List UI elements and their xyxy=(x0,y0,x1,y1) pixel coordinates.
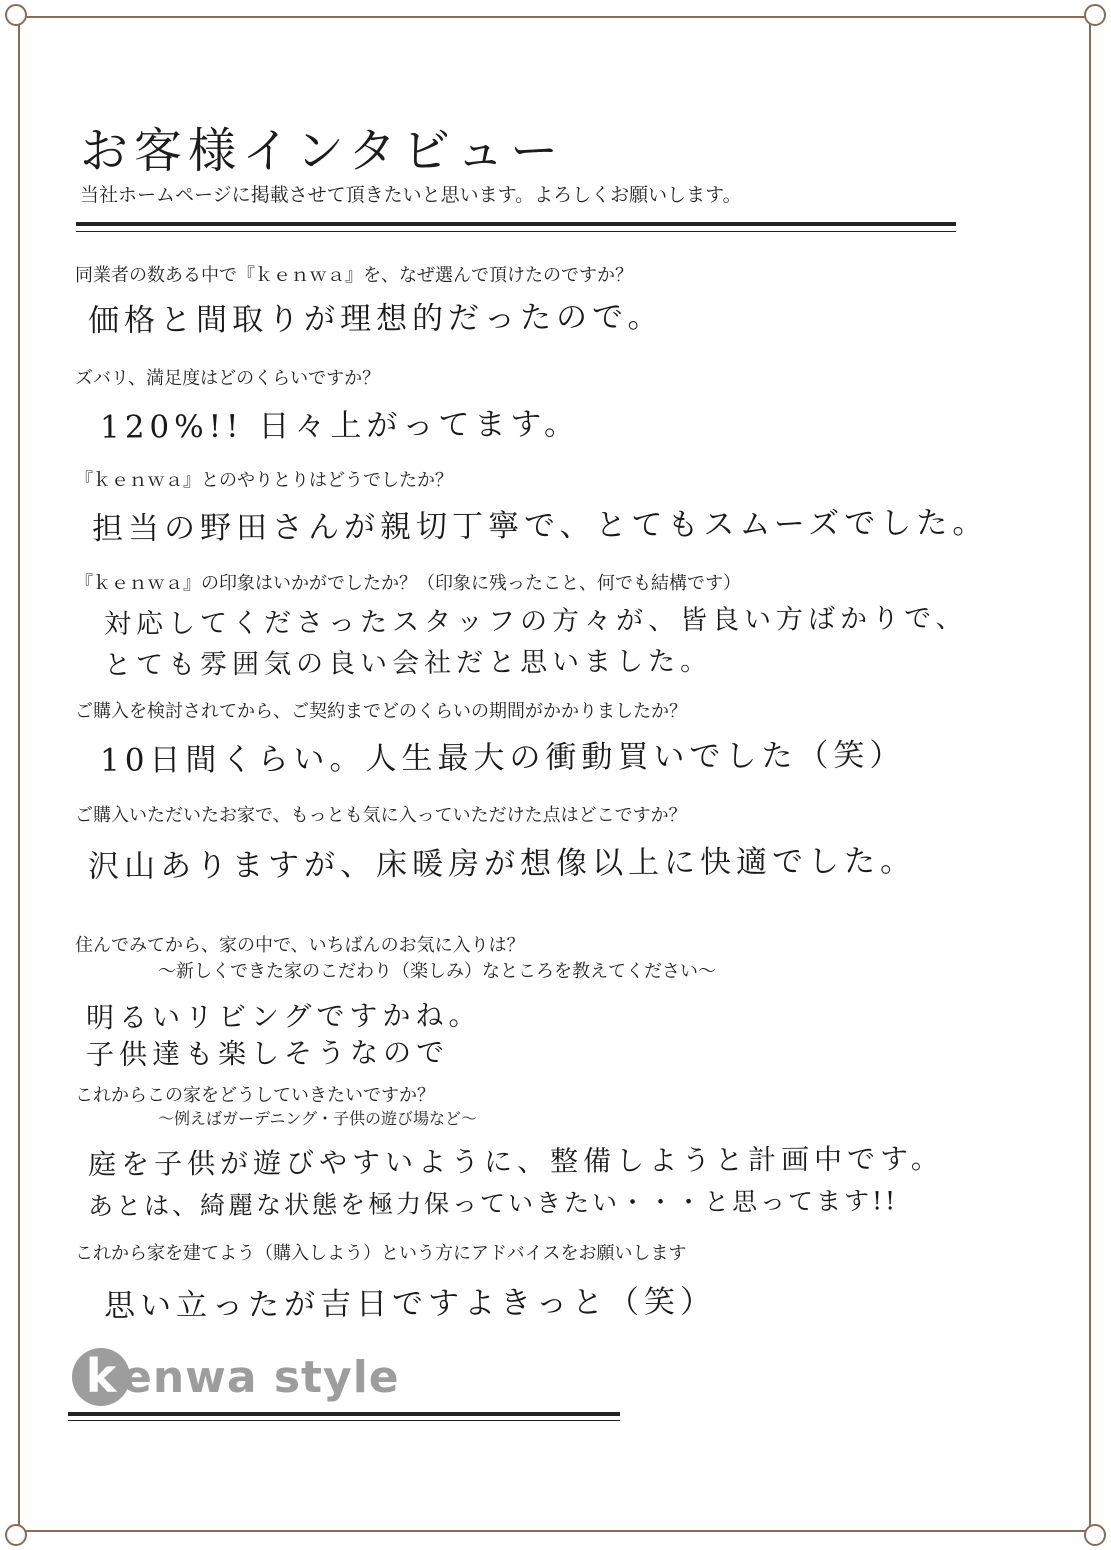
frame-corner-ornament xyxy=(1084,4,1106,26)
frame-corner-ornament xyxy=(5,1524,27,1546)
question-2: ズバリ、満足度はどのくらいですか？ xyxy=(75,368,381,389)
question-3: 『ｋｅｎｗａ』とのやりとりはどうでしたか？ xyxy=(75,470,453,491)
answer-4-line-1: 対応してくださったスタッフの方々が、皆良い方ばかりで、 xyxy=(103,602,968,641)
answer-7-line-1: 明るいリビングですかね。 xyxy=(85,998,482,1035)
answer-7-line-2: 子供達も楽しそうなので xyxy=(85,1035,450,1072)
question-5: ご購入を検討されてから、ご契約までどのくらいの期間がかかりましたか？ xyxy=(75,701,687,722)
header-divider xyxy=(76,222,956,226)
question-6: ご購入いただいたお家で、もっとも気に入っていただけた点はどこですか？ xyxy=(75,805,687,826)
answer-1-line-1: 価格と間取りが理想的だったので。 xyxy=(87,298,664,340)
answer-2-line-1: 120%!! 日々上がってます。 xyxy=(99,406,581,446)
question-4: 『ｋｅｎｗａ』の印象はいかがでしたか？（印象に残ったこと、何でも結構です） xyxy=(75,573,741,594)
answer-6-line-1: 沢山ありますが、床暖房が想像以上に快適でした。 xyxy=(87,843,917,885)
page-subtitle: 当社ホームページに掲載させて頂きたいと思います。よろしくお願いします。 xyxy=(80,184,742,206)
logo-wordmark: enwa style xyxy=(122,1351,400,1403)
question-7: 住んでみてから、家の中で、いちばんのお気に入りは？ xyxy=(75,935,525,956)
question-9: これから家を建てよう（購入しよう）という方にアドバイスをお願いします xyxy=(75,1243,687,1264)
answer-4-line-2: とても雰囲気の良い会社だと思いました。 xyxy=(103,645,713,682)
question-8-sub: ～例えばガーデニング・子供の遊び場など～ xyxy=(158,1109,478,1128)
page-title: お客様インタビュー xyxy=(80,123,565,179)
question-8: これからこの家をどうしていきたいですか？ xyxy=(75,1085,435,1106)
header-divider-thin xyxy=(76,231,956,232)
kenwa-style-logo xyxy=(72,1346,400,1408)
answer-3-line-1: 担当の野田さんが親切丁寧で、とてもスムーズでした。 xyxy=(91,504,989,548)
footer-divider-thin xyxy=(68,1420,620,1421)
answer-8-line-2: あとは、綺麗な状態を極力保っていきたい・・・と思ってます!! xyxy=(87,1186,899,1221)
answer-9-line-1: 思い立ったが吉日ですよきっと（笑） xyxy=(103,1283,717,1325)
answer-5-line-1: 10日間くらい。人生最大の衝動買いでした（笑） xyxy=(99,737,906,779)
question-1: 同業者の数ある中で『ｋｅｎｗａ』を、なぜ選んで頂けたのですか？ xyxy=(75,265,633,286)
footer-divider xyxy=(68,1412,620,1416)
question-7-sub: ～新しくできた家のこだわり（楽しみ）なところを教えてください～ xyxy=(158,961,716,982)
logo-mark: k xyxy=(72,1348,130,1406)
answer-8-line-1: 庭を子供が遊びやすいように、整備しようと計画中です。 xyxy=(87,1142,944,1181)
frame-corner-ornament xyxy=(5,4,27,26)
frame-corner-ornament xyxy=(1084,1524,1106,1546)
